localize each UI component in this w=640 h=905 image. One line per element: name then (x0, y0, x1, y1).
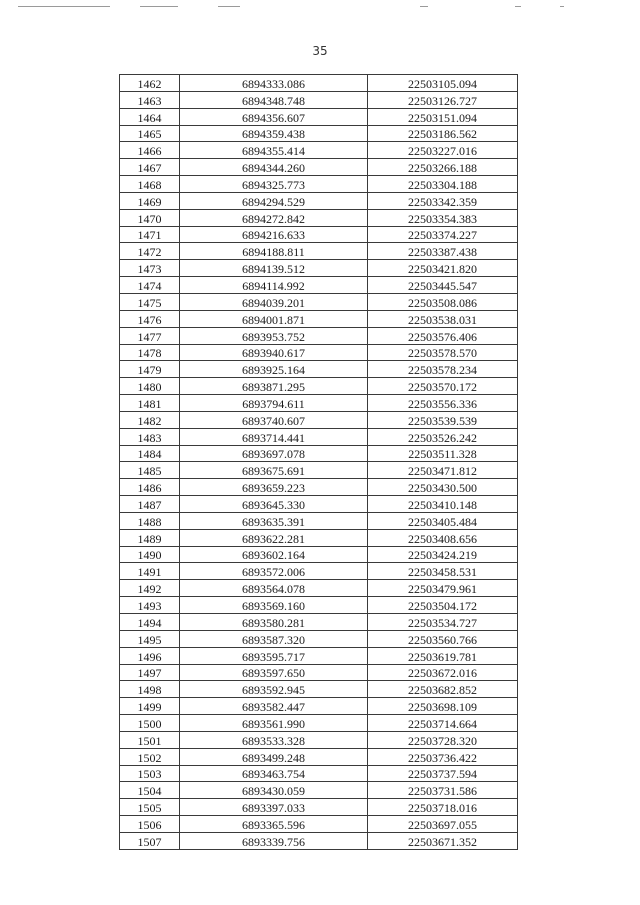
point-number-cell: 1485 (120, 462, 180, 479)
table-row (120, 176, 518, 193)
point-number-cell: 1507 (120, 832, 180, 849)
y-coordinate-cell: 22503728.320 (368, 731, 518, 748)
x-coordinate-cell: 6894039.201 (180, 293, 368, 310)
point-number-cell: 1463 (120, 91, 180, 108)
point-number-cell: 1503 (120, 765, 180, 782)
y-coordinate-cell: 22503714.664 (368, 715, 518, 732)
y-coordinate-cell: 22503342.359 (368, 192, 518, 209)
point-number-cell: 1484 (120, 445, 180, 462)
y-coordinate-cell: 22503731.586 (368, 782, 518, 799)
table-row (120, 765, 518, 782)
x-coordinate-cell: 6893659.223 (180, 479, 368, 496)
point-number-cell: 1496 (120, 647, 180, 664)
table-row (120, 192, 518, 209)
y-coordinate-cell: 22503410.148 (368, 496, 518, 513)
x-coordinate-cell: 6894139.512 (180, 260, 368, 277)
y-coordinate-cell: 22503186.562 (368, 125, 518, 142)
page-number: 35 (312, 44, 328, 58)
x-coordinate-cell: 6894356.607 (180, 108, 368, 125)
y-coordinate-cell: 22503578.234 (368, 361, 518, 378)
coordinate-table-body (120, 75, 518, 850)
table-row (120, 479, 518, 496)
point-number-cell: 1479 (120, 361, 180, 378)
table-row (120, 832, 518, 849)
x-coordinate-cell: 6893675.691 (180, 462, 368, 479)
table-row (120, 142, 518, 159)
point-number-cell: 1489 (120, 529, 180, 546)
table-row (120, 125, 518, 142)
point-number-cell: 1473 (120, 260, 180, 277)
x-coordinate-cell: 6893561.990 (180, 715, 368, 732)
x-coordinate-cell: 6893533.328 (180, 731, 368, 748)
point-number-cell: 1480 (120, 378, 180, 395)
table-row (120, 799, 518, 816)
x-coordinate-cell: 6893645.330 (180, 496, 368, 513)
table-row (120, 664, 518, 681)
point-number-cell: 1478 (120, 344, 180, 361)
y-coordinate-cell: 22503266.188 (368, 159, 518, 176)
table-row (120, 597, 518, 614)
y-coordinate-cell: 22503430.500 (368, 479, 518, 496)
point-number-cell: 1500 (120, 715, 180, 732)
x-coordinate-cell: 6894333.086 (180, 75, 368, 92)
y-coordinate-cell: 22503504.172 (368, 597, 518, 614)
y-coordinate-cell: 22503697.055 (368, 816, 518, 833)
table-row (120, 260, 518, 277)
table-row (120, 243, 518, 260)
y-coordinate-cell: 22503570.172 (368, 378, 518, 395)
x-coordinate-cell: 6894114.992 (180, 277, 368, 294)
point-number-cell: 1490 (120, 546, 180, 563)
y-coordinate-cell: 22503421.820 (368, 260, 518, 277)
table-row (120, 428, 518, 445)
point-number-cell: 1469 (120, 192, 180, 209)
x-coordinate-cell: 6893564.078 (180, 580, 368, 597)
point-number-cell: 1504 (120, 782, 180, 799)
x-coordinate-cell: 6893925.164 (180, 361, 368, 378)
table-row (120, 108, 518, 125)
y-coordinate-cell: 22503408.656 (368, 529, 518, 546)
table-row (120, 563, 518, 580)
table-row (120, 681, 518, 698)
point-number-cell: 1494 (120, 614, 180, 631)
y-coordinate-cell: 22503227.016 (368, 142, 518, 159)
point-number-cell: 1501 (120, 731, 180, 748)
y-coordinate-cell: 22503534.727 (368, 614, 518, 631)
y-coordinate-cell: 22503511.328 (368, 445, 518, 462)
x-coordinate-cell: 6893397.033 (180, 799, 368, 816)
point-number-cell: 1505 (120, 799, 180, 816)
x-coordinate-cell: 6894272.842 (180, 209, 368, 226)
point-number-cell: 1476 (120, 310, 180, 327)
point-number-cell: 1493 (120, 597, 180, 614)
point-number-cell: 1467 (120, 159, 180, 176)
y-coordinate-cell: 22503736.422 (368, 748, 518, 765)
y-coordinate-cell: 22503737.594 (368, 765, 518, 782)
point-number-cell: 1497 (120, 664, 180, 681)
point-number-cell: 1486 (120, 479, 180, 496)
x-coordinate-cell: 6893499.248 (180, 748, 368, 765)
point-number-cell: 1468 (120, 176, 180, 193)
y-coordinate-cell: 22503445.547 (368, 277, 518, 294)
table-row (120, 614, 518, 631)
y-coordinate-cell: 22503387.438 (368, 243, 518, 260)
point-number-cell: 1481 (120, 395, 180, 412)
x-coordinate-cell: 6893339.756 (180, 832, 368, 849)
x-coordinate-cell: 6894001.871 (180, 310, 368, 327)
point-number-cell: 1483 (120, 428, 180, 445)
table-row (120, 731, 518, 748)
x-coordinate-cell: 6893587.320 (180, 630, 368, 647)
y-coordinate-cell: 22503354.383 (368, 209, 518, 226)
x-coordinate-cell: 6894344.260 (180, 159, 368, 176)
point-number-cell: 1482 (120, 411, 180, 428)
x-coordinate-cell: 6894348.748 (180, 91, 368, 108)
y-coordinate-cell: 22503538.031 (368, 310, 518, 327)
table-row (120, 293, 518, 310)
x-coordinate-cell: 6893940.617 (180, 344, 368, 361)
y-coordinate-cell: 22503508.086 (368, 293, 518, 310)
y-coordinate-cell: 22503105.094 (368, 75, 518, 92)
x-coordinate-cell: 6893635.391 (180, 512, 368, 529)
y-coordinate-cell: 22503698.109 (368, 698, 518, 715)
coordinate-table (119, 74, 518, 850)
x-coordinate-cell: 6893365.596 (180, 816, 368, 833)
y-coordinate-cell: 22503578.570 (368, 344, 518, 361)
y-coordinate-cell: 22503471.812 (368, 462, 518, 479)
y-coordinate-cell: 22503374.227 (368, 226, 518, 243)
table-row (120, 277, 518, 294)
table-row (120, 546, 518, 563)
point-number-cell: 1498 (120, 681, 180, 698)
y-coordinate-cell: 22503619.781 (368, 647, 518, 664)
x-coordinate-cell: 6893953.752 (180, 327, 368, 344)
x-coordinate-cell: 6894325.773 (180, 176, 368, 193)
y-coordinate-cell: 22503576.406 (368, 327, 518, 344)
table-row (120, 75, 518, 92)
table-row (120, 698, 518, 715)
table-row (120, 496, 518, 513)
y-coordinate-cell: 22503126.727 (368, 91, 518, 108)
table-row (120, 715, 518, 732)
table-row (120, 378, 518, 395)
point-number-cell: 1470 (120, 209, 180, 226)
x-coordinate-cell: 6893622.281 (180, 529, 368, 546)
x-coordinate-cell: 6893871.295 (180, 378, 368, 395)
table-row (120, 580, 518, 597)
table-row (120, 361, 518, 378)
point-number-cell: 1462 (120, 75, 180, 92)
y-coordinate-cell: 22503539.539 (368, 411, 518, 428)
table-row (120, 344, 518, 361)
point-number-cell: 1488 (120, 512, 180, 529)
point-number-cell: 1464 (120, 108, 180, 125)
point-number-cell: 1471 (120, 226, 180, 243)
x-coordinate-cell: 6893580.281 (180, 614, 368, 631)
point-number-cell: 1472 (120, 243, 180, 260)
x-coordinate-cell: 6893595.717 (180, 647, 368, 664)
table-row (120, 411, 518, 428)
scan-artifact-marks (0, 6, 640, 12)
x-coordinate-cell: 6894359.438 (180, 125, 368, 142)
table-row (120, 782, 518, 799)
x-coordinate-cell: 6894294.529 (180, 192, 368, 209)
x-coordinate-cell: 6893697.078 (180, 445, 368, 462)
x-coordinate-cell: 6893602.164 (180, 546, 368, 563)
x-coordinate-cell: 6893592.945 (180, 681, 368, 698)
table-row (120, 327, 518, 344)
y-coordinate-cell: 22503560.766 (368, 630, 518, 647)
y-coordinate-cell: 22503424.219 (368, 546, 518, 563)
table-row (120, 209, 518, 226)
point-number-cell: 1499 (120, 698, 180, 715)
table-row (120, 462, 518, 479)
y-coordinate-cell: 22503458.531 (368, 563, 518, 580)
point-number-cell: 1487 (120, 496, 180, 513)
point-number-cell: 1475 (120, 293, 180, 310)
x-coordinate-cell: 6894188.811 (180, 243, 368, 260)
table-row (120, 529, 518, 546)
table-row (120, 310, 518, 327)
y-coordinate-cell: 22503304.188 (368, 176, 518, 193)
point-number-cell: 1492 (120, 580, 180, 597)
table-row (120, 91, 518, 108)
table-row (120, 816, 518, 833)
x-coordinate-cell: 6894216.633 (180, 226, 368, 243)
point-number-cell: 1466 (120, 142, 180, 159)
x-coordinate-cell: 6894355.414 (180, 142, 368, 159)
table-row (120, 445, 518, 462)
point-number-cell: 1502 (120, 748, 180, 765)
point-number-cell: 1465 (120, 125, 180, 142)
point-number-cell: 1495 (120, 630, 180, 647)
point-number-cell: 1474 (120, 277, 180, 294)
x-coordinate-cell: 6893572.006 (180, 563, 368, 580)
table-row (120, 748, 518, 765)
x-coordinate-cell: 6893794.611 (180, 395, 368, 412)
table-row (120, 395, 518, 412)
table-row (120, 512, 518, 529)
x-coordinate-cell: 6893714.441 (180, 428, 368, 445)
y-coordinate-cell: 22503671.352 (368, 832, 518, 849)
x-coordinate-cell: 6893582.447 (180, 698, 368, 715)
y-coordinate-cell: 22503672.016 (368, 664, 518, 681)
point-number-cell: 1491 (120, 563, 180, 580)
x-coordinate-cell: 6893463.754 (180, 765, 368, 782)
x-coordinate-cell: 6893597.650 (180, 664, 368, 681)
table-row (120, 630, 518, 647)
y-coordinate-cell: 22503151.094 (368, 108, 518, 125)
y-coordinate-cell: 22503479.961 (368, 580, 518, 597)
x-coordinate-cell: 6893569.160 (180, 597, 368, 614)
y-coordinate-cell: 22503718.016 (368, 799, 518, 816)
point-number-cell: 1506 (120, 816, 180, 833)
x-coordinate-cell: 6893430.059 (180, 782, 368, 799)
y-coordinate-cell: 22503526.242 (368, 428, 518, 445)
y-coordinate-cell: 22503405.484 (368, 512, 518, 529)
point-number-cell: 1477 (120, 327, 180, 344)
table-row (120, 647, 518, 664)
y-coordinate-cell: 22503682.852 (368, 681, 518, 698)
y-coordinate-cell: 22503556.336 (368, 395, 518, 412)
x-coordinate-cell: 6893740.607 (180, 411, 368, 428)
table-row (120, 226, 518, 243)
table-row (120, 159, 518, 176)
